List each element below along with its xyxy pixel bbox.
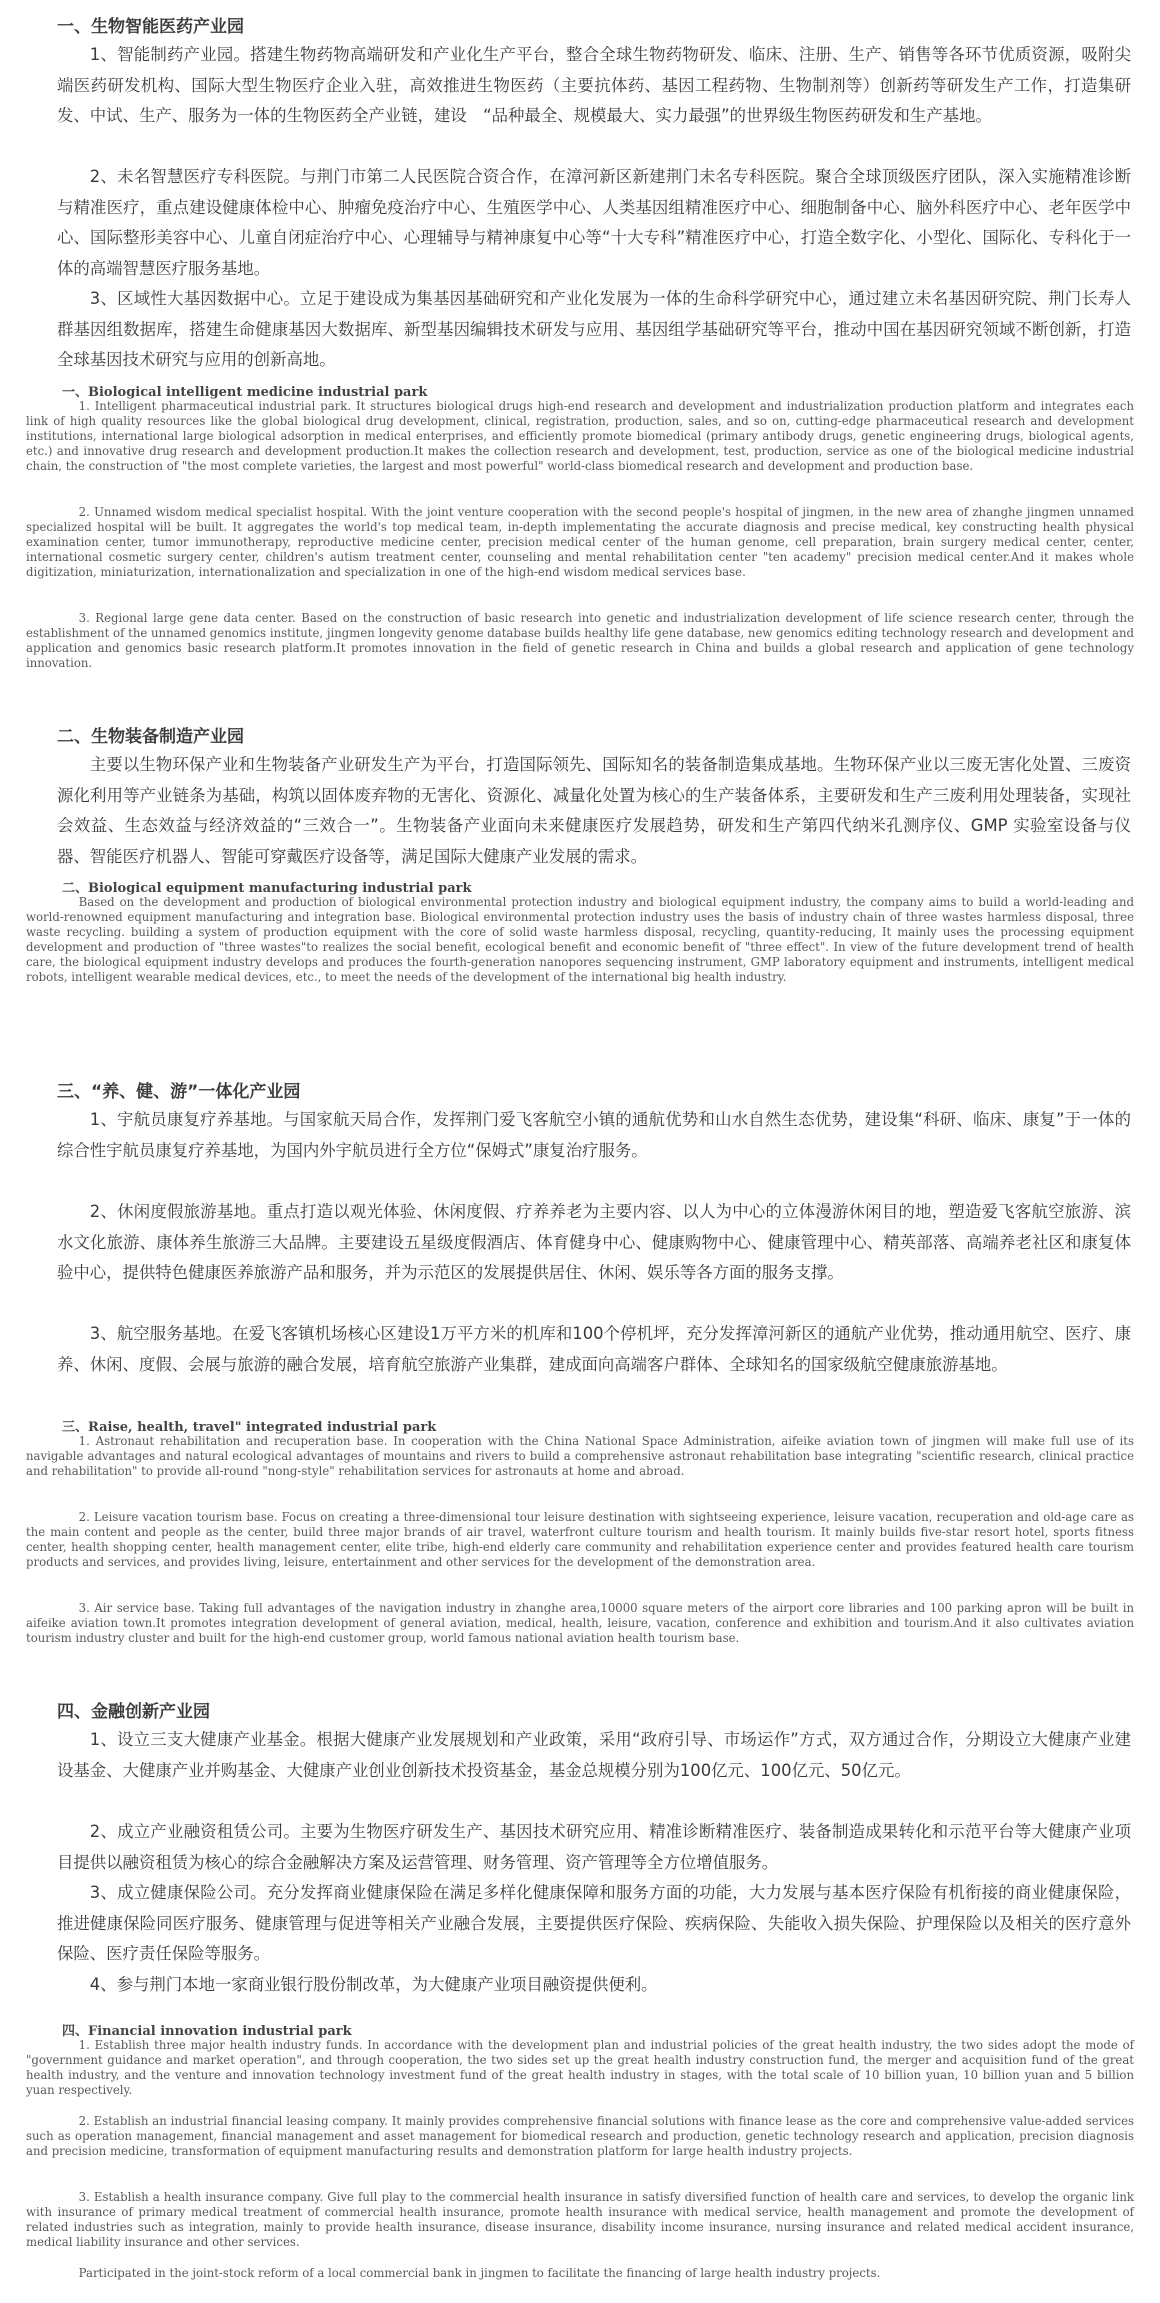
section-3-cn-para-1: 1、宇航员康复疗养基地。与国家航天局合作，发挥荆门爱飞客航空小镇的通航优势和山水自然生态优势，建设集“科研、临床、康复”于一体的综合性宇航员康复疗养基地，为国内外宇航员进行全方位“保姆式”康复治疗服务。 (57, 1110, 1131, 1160)
section-2-cn-para-1: 主要以生物环保产业和生物装备产业研发生产为平台，打造国际领先、国际知名的装备制造集成基地。生物环保产业以三废无害化处置、三废资源化利用等产业链条为基础，构筑以固体废弃物的无害化、资源化、减量化处置为核心的生产装备体系，主要研发和生产三废利用处理装备，实现社会效益、生态效益与经济效益的“三效合一”。生物装备产业面向未来健康医疗发展趋势，研发和生产第四代纳米孔测序仪、GMP 实验室设备与仪器、智能医疗机器人、智能可穿戴医疗设备等，满足国际大健康产业发展的需求。 (57, 755, 1131, 866)
section-1-en-para-2: 2. Unnamed wisdom medical specialist hospital. With the joint venture cooperation with the second people's hospital of jingmen, in the new area of zhanghe jingmen unnamed specialized hospital will be built. It aggregates the world's top medical team, in-depth implementating the accurate diagnosis and precise medical, key constructing health physical examination center, tumor immunotherapy, reproductive medicine center, precision medical center of the human genome, cell preparation, brain surgery medical center, center, international cosmetic surgery center, children's autism treatment center, counseling and mental rehabilitation center "ten academy" precision medical center.And it makes whole digitization, miniaturization, internationalization and specialization in one of the high-end wisdom medical services base. (26, 505, 1134, 579)
section-1-cn-para-1: 1、智能制药产业园。搭建生物药物高端研发和产业化生产平台，整合全球生物药物研发、临床、注册、生产、销售等各环节优质资源，吸附尖端医药研发机构、国际大型生物医疗企业入驻，高效推进生物医药（主要抗体药、基因工程药物、生物制剂等）创新药等研发生产工作，打造集研发、中试、生产、服务为一体的生物医药全产业链，建设 “品种最全、规模最大、实力最强”的世界级生物医药研发和生产基地。 (57, 45, 1131, 125)
section-4-en-para-3: 3. Establish a health insurance company. Give full play to the commercial health insurance in satisfy diversified function of health care and services, to develop the organic link with insurance of primary medical treatment of commercial health insurance, promote health insurance with medical service, health management and promote the development of related industries such as integration, mainly to provide health insurance, disease insurance, disability income insurance, nursing insurance and related medical accident insurance, medical liability insurance and other services. (26, 2190, 1134, 2249)
section-2-cn-title: 二、生物装备制造产业园 (57, 727, 244, 747)
section-4-en-para-4: Participated in the joint-stock reform of a local commercial bank in jingmen to facilitate the financing of large health industry projects. (78, 2266, 881, 2280)
section-3-en-para-1: 1. Astronaut rehabilitation and recuperation base. In cooperation with the China National Space Administration, aifeike aviation town of jingmen will make full use of its navigable advantages and natural ecological advantages of mountains and rivers to build a comprehensive astronaut rehabilitation base integrating "scientific research, clinical practice and rehabilitation" to provide all-round "nong-style" rehabilitation services for astronauts at home and abroad. (26, 1434, 1134, 1478)
section-3-en-title: 三、Raise, health, travel" integrated industrial park (62, 1420, 437, 1435)
section-3-en-para-2: 2. Leisure vacation tourism base. Focus on creating a three-dimensional tour leisure destination with sightseeing experience, leisure vacation, recuperation and old-age care as the main content and people as the center, build three major brands of air travel, waterfront culture tourism and health tourism. It mainly builds five-star resort hotel, sports fitness center, health shopping center, health management center, elite tribe, high-end elderly care community and rehabilitation experience center and provides featured health care tourism products and services, and provides living, leisure, entertainment and other services for the development of the demonstration area. (26, 1510, 1134, 1569)
section-3-cn-title: 三、“养、健、游”一体化产业园 (57, 1082, 301, 1102)
section-4-cn-para-1: 1、设立三支大健康产业基金。根据大健康产业发展规划和产业政策，采用“政府引导、市场运作”方式，双方通过合作，分期设立大健康产业建设基金、大健康产业并购基金、大健康产业创业创新技术投资基金，基金总规模分别为100亿元、100亿元、50亿元。 (57, 1730, 1131, 1780)
section-4-cn-para-2: 2、成立产业融资租赁公司。主要为生物医疗研发生产、基因技术研究应用、精准诊断精准医疗、装备制造成果转化和示范平台等大健康产业项目提供以融资租赁为核心的综合金融解决方案及运营管理、财务管理、资产管理等全方位增值服务。 (57, 1822, 1131, 1872)
section-1-cn-para-2: 2、未名智慧医疗专科医院。与荆门市第二人民医院合资合作，在漳河新区新建荆门未名专科医院。聚合全球顶级医疗团队，深入实施精准诊断与精准医疗，重点建设健康体检中心、肿瘤免疫治疗中心、生殖医学中心、人类基因组精准医疗中心、细胞制备中心、脑外科医疗中心、老年医学中心、国际整形美容中心、儿童自闭症治疗中心、心理辅导与精神康复中心等“十大专科”精准医疗中心，打造全数字化、小型化、国际化、专科化于一体的高端智慧医疗服务基地。 (57, 167, 1131, 278)
section-4-en-title: 四、Financial innovation industrial park (62, 2024, 352, 2039)
section-4-cn-para-4: 4、参与荆门本地一家商业银行股份制改革，为大健康产业项目融资提供便利。 (89, 1975, 658, 1994)
section-1-en-para-1: 1. Intelligent pharmaceutical industrial park. It structures biological drugs high-end research and development and industrialization production platform and integrates each link of high quality resources like the global biological drug development, clinical, registration, production, sales, and so on, cutting-edge pharmaceutical research and development institutions, international large biological adsorption in medical enterprises, and efficiently promote biomedical (primary antibody drugs, genetic engineering drugs, biological agents, etc.) and innovative drug research and development production.It makes the collection research and development, test, production, service as one of the biological medicine industrial chain, the construction of "the most complete varieties, the largest and most powerful" world-class biomedical research and development and production base. (26, 399, 1134, 473)
section-4-en-para-2: 2. Establish an industrial financial leasing company. It mainly provides comprehensive financial solutions with finance lease as the core and comprehensive value-added services such as operation management, financial management and asset management for biomedical research and production, genetic technology research and application, precision diagnosis and precision medicine, transformation of equipment manufacturing results and demonstration platform for large health industry projects. (26, 2114, 1134, 2158)
section-2-en-title: 二、Biological equipment manufacturing industrial park (62, 881, 472, 896)
section-1-en-para-3: 3. Regional large gene data center. Based on the construction of basic research into genetic and industrialization development of life science research center, through the establishment of the unnamed genomics institute, jingmen longevity genome database builds healthy life gene database, new genomics editing technology research and development and application and genomics basic research platform.It promotes innovation in the field of genetic research in China and builds a global research and application of gene technology innovation. (26, 611, 1134, 670)
section-1-en-title: 一、Biological intelligent medicine industrial park (62, 385, 428, 400)
section-4-en-para-1: 1. Establish three major health industry funds. In accordance with the development plan and industrial policies of the great health industry, the two sides adopt the mode of "government guidance and market operation", and through cooperation, the two sides set up the great health industry construction fund, the merger and acquisition fund of the great health industry, and the venture and innovation technology investment fund of the great health industry in stages, with the total scale of 10 billion yuan, 10 billion yuan and 5 billion yuan respectively. (26, 2038, 1134, 2097)
section-2-en-para-1: Based on the development and production of biological environmental protection industry and biological equipment industry, the company aims to build a world-leading and world-renowned equipment manufacturing and integration base. Biological environmental protection industry uses the basis of industry chain of three wastes harmless disposal, three waste recycling. building a system of production equipment with the core of solid waste harmless disposal, recycling, quantity-reducing, It mainly uses the processing equipment development and production of "three wastes"to realizes the social benefit, ecological benefit and economic benefit of "three effect". In view of the future development trend of health care, the biological equipment industry develops and produces the fourth-generation nanopores sequencing instrument, GMP laboratory equipment and instruments, intelligent medical robots, intelligent wearable medical devices, etc., to meet the needs of the development of the international big health industry. (26, 895, 1134, 984)
section-3-cn-para-3: 3、航空服务基地。在爱飞客镇机场核心区建设1万平方米的机库和100个停机坪，充分发挥漳河新区的通航产业优势，推动通用航空、医疗、康养、休闲、度假、会展与旅游的融合发展，培育航空旅游产业集群，建成面向高端客户群体、全球知名的国家级航空健康旅游基地。 (57, 1324, 1131, 1374)
section-1-cn-para-3: 3、区域性大基因数据中心。立足于建设成为集基因基础研究和产业化发展为一体的生命科学研究中心，通过建立未名基因研究院、荆门长寿人群基因组数据库，搭建生命健康基因大数据库、新型基因编辑技术研发与应用、基因组学基础研究等平台，推动中国在基因研究领域不断创新，打造全球基因技术研究与应用的创新高地。 (57, 289, 1131, 369)
section-3-en-para-3: 3. Air service base. Taking full advantages of the navigation industry in zhanghe area,10000 square meters of the airport core libraries and 100 parking apron will be built in aifeike aviation town.It promotes integration development of general aviation, medical, health, leisure, vacation, conference and exhibition and tourism.And it also cultivates aviation tourism industry cluster and built for the high-end customer group, world famous national aviation health tourism base. (26, 1601, 1134, 1645)
section-4-cn-title: 四、金融创新产业园 (57, 1702, 210, 1722)
section-4-cn-para-3: 3、成立健康保险公司。充分发挥商业健康保险在满足多样化健康保障和服务方面的功能，大力发展与基本医疗保险有机衔接的商业健康保险，推进健康保险同医疗服务、健康管理与促进等相关产业融合发展，主要提供医疗保险、疾病保险、失能收入损失保险、护理保险以及相关的医疗意外保险、医疗责任保险等服务。 (57, 1883, 1131, 1963)
section-3-cn-para-2: 2、休闲度假旅游基地。重点打造以观光体验、休闲度假、疗养养老为主要内容、以人为中心的立体漫游休闲目的地，塑造爱飞客航空旅游、滨水文化旅游、康体养生旅游三大品牌。主要建设五星级度假酒店、体育健身中心、健康购物中心、健康管理中心、精英部落、高端养老社区和康复体验中心，提供特色健康医养旅游产品和服务，并为示范区的发展提供居住、休闲、娱乐等各方面的服务支撑。 (57, 1202, 1131, 1282)
section-1-cn-title: 一、生物智能医药产业园 (57, 17, 244, 37)
